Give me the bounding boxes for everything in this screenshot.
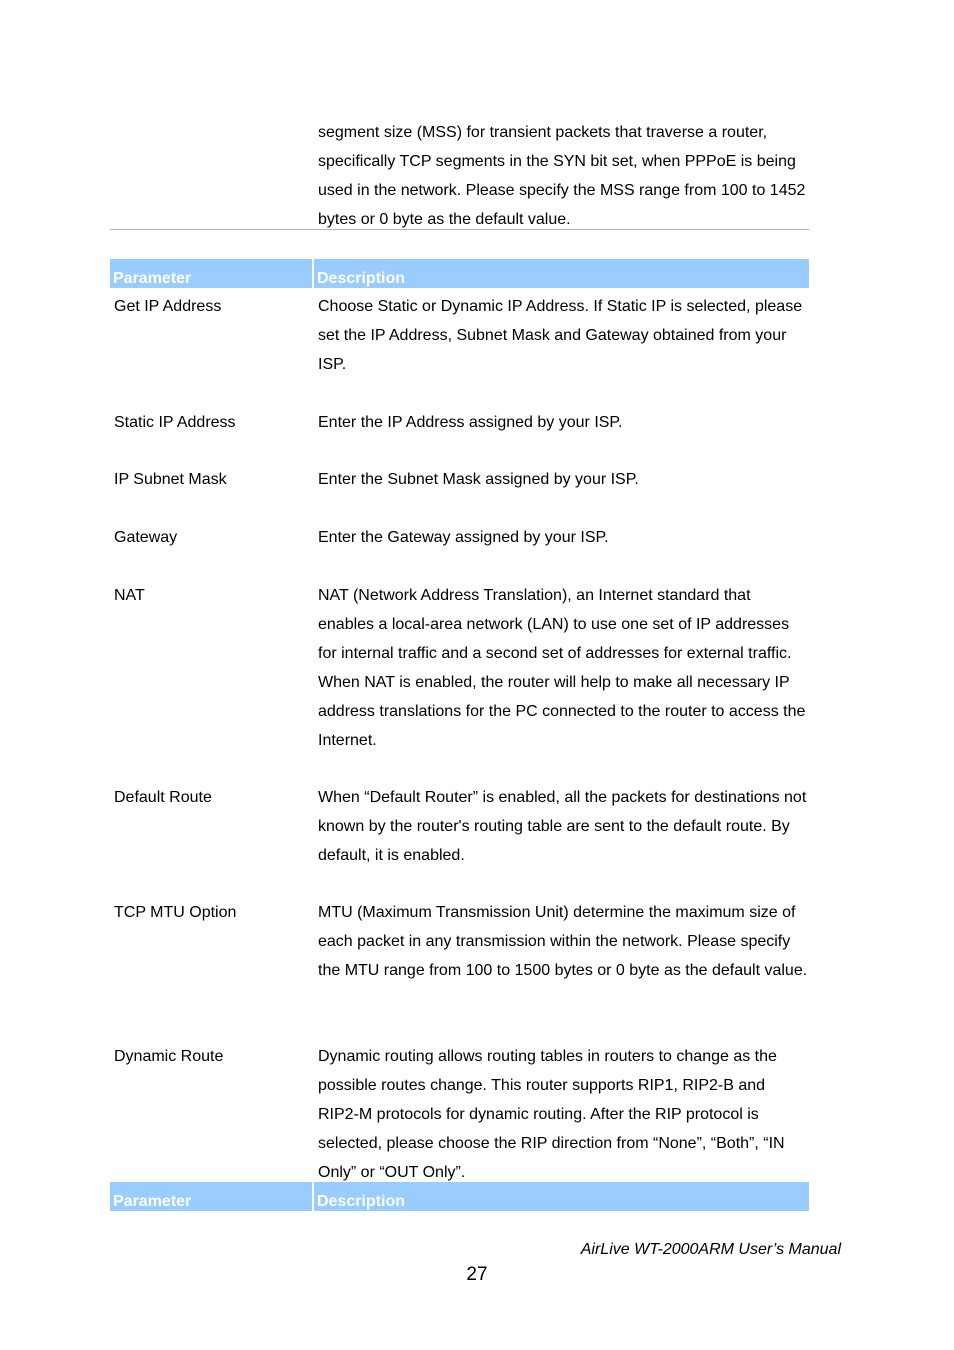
param-name: TCP MTU Option bbox=[114, 904, 237, 921]
param-name: IP Subnet Mask bbox=[114, 471, 227, 488]
param-description: Enter the IP Address assigned by your ISP. bbox=[318, 414, 623, 431]
param-name: NAT bbox=[114, 587, 145, 604]
header-description: Description bbox=[317, 1193, 406, 1210]
param-name: Static IP Address bbox=[114, 414, 236, 431]
param-description: Enter the Subnet Mask assigned by your ISP. bbox=[318, 471, 639, 488]
header-parameter: Parameter bbox=[113, 270, 192, 287]
header-parameter: Parameter bbox=[113, 1193, 192, 1210]
param-name: Dynamic Route bbox=[114, 1048, 224, 1065]
header-description: Description bbox=[317, 270, 406, 287]
param-description: MTU (Maximum Transmission Unit) determine the maximum size of each packet in any transmission within the network. Please specify the MTU range from 100 to 1500 bytes or 0 byte as the default value. bbox=[318, 904, 808, 979]
table-header bbox=[110, 259, 809, 288]
manual-title: AirLive WT-2000ARM User’s Manual bbox=[580, 1241, 841, 1258]
param-name: Default Route bbox=[114, 789, 212, 806]
page-number: 27 bbox=[466, 1264, 488, 1285]
param-description: When “Default Router” is enabled, all the packets for destinations not known by the router's routing table are sent to the default route. By default, it is enabled. bbox=[318, 789, 807, 864]
table-divider bbox=[110, 229, 809, 230]
param-name: Gateway bbox=[114, 529, 178, 546]
table-header-repeat bbox=[110, 1182, 809, 1211]
param-description: Choose Static or Dynamic IP Address. If Static IP is selected, please set the IP Address, Subnet Mask and Gateway obtained from your ISP. bbox=[318, 298, 803, 373]
param-description: Dynamic routing allows routing tables in routers to change as the possible routes change. This router supports RIP1, RIP2-B and RIP2-M protocols for dynamic routing. After the RIP protocol is selected, please choose the RIP direction from “None”, “Both”, “IN Only” or “OUT Only”. bbox=[318, 1048, 785, 1181]
continued-description: segment size (MSS) for transient packets that traverse a router, specifically TCP segments in the SYN bit set, when PPPoE is being used in the network. Please specify the MSS range from 100 to 1452 bytes or 0 byte as the default value. bbox=[318, 124, 806, 228]
param-name: Get IP Address bbox=[114, 298, 222, 315]
header-separator bbox=[312, 1182, 314, 1211]
param-description: Enter the Gateway assigned by your ISP. bbox=[318, 529, 609, 546]
param-description: NAT (Network Address Translation), an Internet standard that enables a local-area network (LAN) to use one set of IP addresses for internal traffic and a second set of addresses for external traffic. When NAT is enabled, the router will help to make all necessary IP address translations for the PC connected to the router to access the Internet. bbox=[318, 587, 806, 749]
header-separator bbox=[312, 259, 314, 288]
